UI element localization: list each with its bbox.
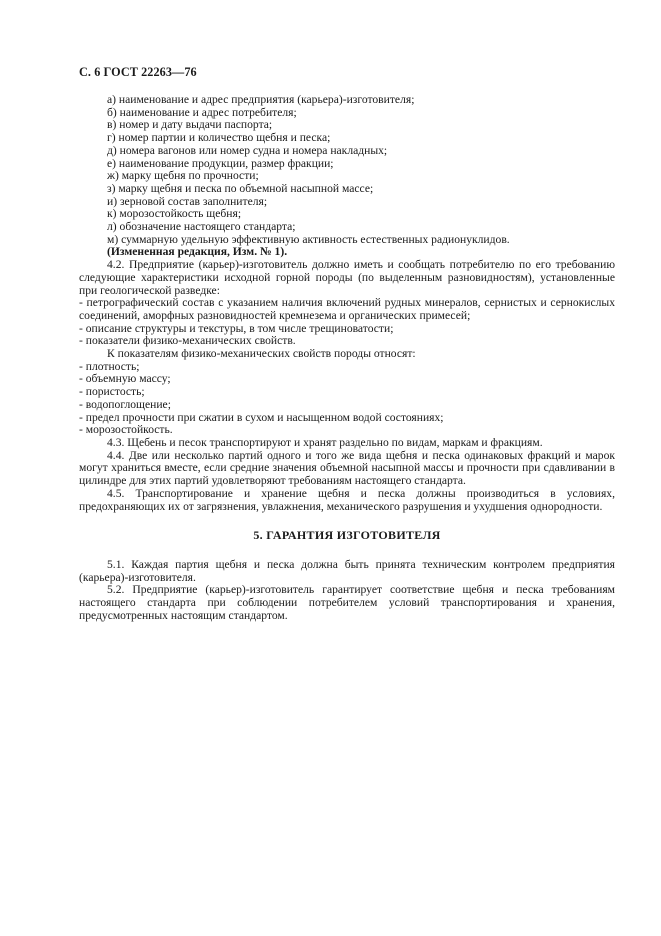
- list-item: г) номер партии и количество щебня и песка;: [107, 131, 331, 145]
- list-item: - показатели физико-механических свойств.: [79, 334, 296, 348]
- list-item: в) номер и дату выдачи паспорта;: [107, 118, 273, 132]
- edition-note: (Измененная редакция, Изм. № 1).: [107, 245, 288, 259]
- list-item: - водопоглощение;: [79, 397, 171, 411]
- paragraph-4-2: 4.2. Предприятие (карьер)-изготовитель должно иметь и сообщать потребителю по его требованию следующие характеристики исходной горной породы (по выделенным разновидностям), установленные при геологической разведке:: [79, 258, 615, 297]
- list-item: а) наименование и адрес предприятия (карьера)-изготовителя;: [107, 93, 415, 106]
- list-item: - морозостойкость.: [79, 423, 173, 437]
- list-item: - предел прочности при сжатии в сухом и насыщенном водой состояниях;: [79, 410, 444, 424]
- list-item: к) морозостойкость щебня;: [107, 207, 242, 221]
- list-item: д) номера вагонов или номер судна и номера накладных;: [107, 143, 388, 157]
- list-item: - описание структуры и текстуры, в том числе трещиноватости;: [79, 321, 394, 335]
- page-body: [79, 94, 615, 622]
- paragraph-4-4: 4.4. Две или несколько партий одного и того же вида щебня и песка одинаковых фракций и марок могут храниться вместе, если средние значения объемной насыпной массы и прочности при сдавливании в цилиндре для этих партий удовлетворяют требованиям настоящего стандарта.: [79, 448, 615, 488]
- page-header: С. 6 ГОСТ 22263—76: [79, 65, 197, 79]
- label-requirements-list: [79, 94, 615, 246]
- list-item: - петрографический состав с указанием наличия включений рудных минералов, сернистых и сернокислых соединений, аморфных разновидностей кремнезема и органических примесей;: [79, 296, 615, 322]
- properties-intro: К показателям физико-механических свойств породы относят:: [107, 347, 416, 361]
- list-item: - плотность;: [79, 359, 140, 373]
- list-item: ж) марку щебня по прочности;: [107, 169, 259, 183]
- list-item: м) суммарную удельную эффективную активность естественных радионуклидов.: [107, 232, 510, 246]
- section-5-title: 5. ГАРАНТИЯ ИЗГОТОВИТЕЛЯ: [253, 528, 441, 543]
- list-item: л) обозначение настоящего стандарта;: [107, 220, 296, 234]
- list-item: з) марку щебня и песка по объемной насыпной массе;: [107, 181, 374, 195]
- paragraph-4-5: 4.5. Транспортирование и хранение щебня и песка должны производиться в условиях, предохраняющих их от загрязнения, увлажнения, механического разрушения и ухудшения однородности.: [79, 486, 615, 513]
- list-item: б) наименование и адрес потребителя;: [107, 105, 297, 119]
- list-item: - объемную массу;: [79, 372, 171, 386]
- list-item: и) зерновой состав заполнителя;: [107, 194, 268, 208]
- list-item: е) наименование продукции, размер фракции;: [107, 156, 334, 170]
- list-item: - пористость;: [79, 385, 145, 399]
- paragraph-5-2: 5.2. Предприятие (карьер)-изготовитель гарантирует соответствие щебня и песка требованиям настоящего стандарта при соблюдении потребителем условий транспортирования и хранения, предусмотренных настоящим стандартом.: [79, 583, 615, 622]
- paragraph-5-1: 5.1. Каждая партия щебня и песка должна быть принята техническим контролем предприятия (карьера)-изготовителя.: [79, 557, 615, 584]
- paragraph-4-3: 4.3. Щебень и песок транспортируют и хранят раздельно по видам, маркам и фракциям.: [107, 435, 543, 449]
